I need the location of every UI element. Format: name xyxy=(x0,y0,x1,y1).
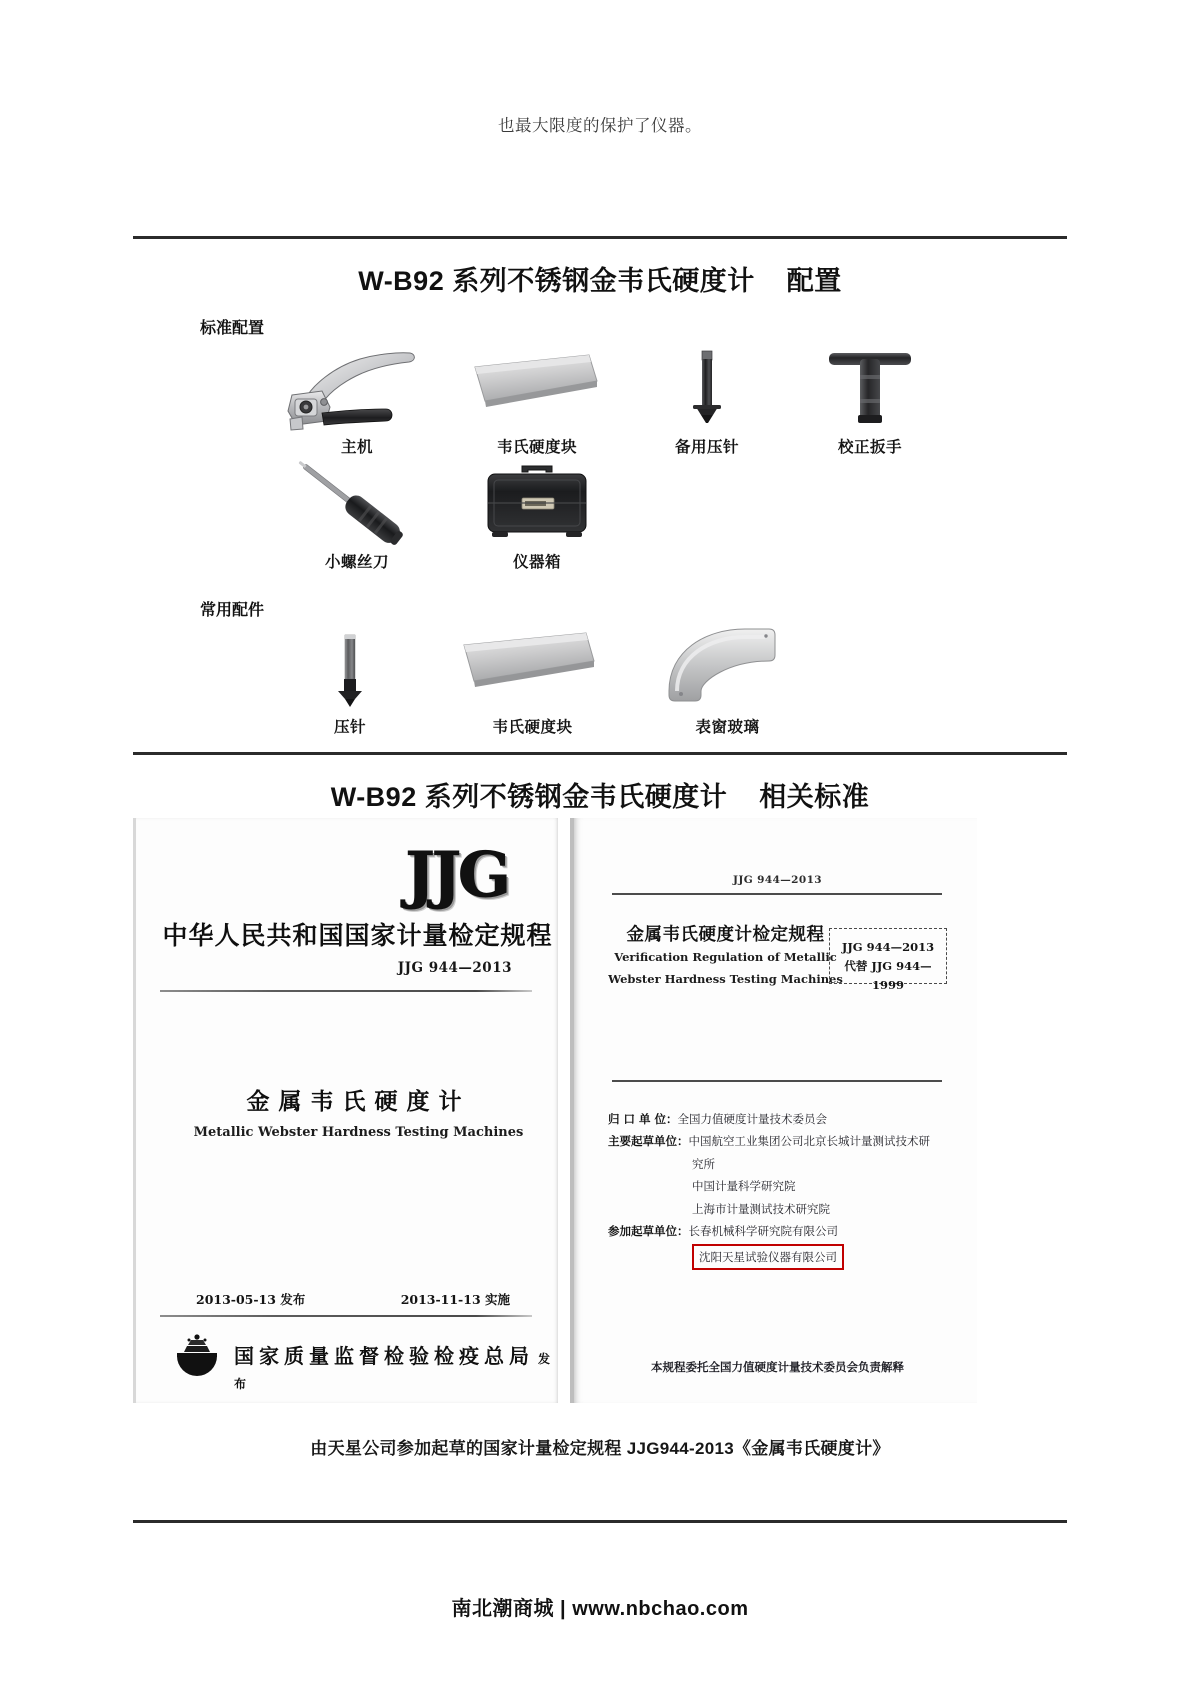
spare-indenter-icon xyxy=(632,345,782,431)
joint-drafter-row xyxy=(608,1220,948,1242)
cover-main-title-en: Metallic Webster Hardness Testing Machines xyxy=(193,1125,524,1140)
standard-code-stamp xyxy=(829,928,947,992)
product-item-instrument-case xyxy=(452,460,622,572)
cover-rule-top xyxy=(160,990,532,992)
drafter-institute-2: 中国计量科学研究院 xyxy=(692,1179,796,1194)
inner-footer-note: 本规程委托全国力值硬度计量技术委员会负责解释 xyxy=(651,1360,904,1374)
section-divider-top xyxy=(133,236,1067,239)
product-item-calibration-wrench xyxy=(790,345,950,457)
top-running-note: 也最大限度的保护了仪器。 xyxy=(498,116,702,135)
main-drafter-value: 中国航空工业集团公司北京长城计量测试技术研 xyxy=(688,1134,930,1149)
product-label: 主机 xyxy=(340,439,373,456)
inner-rule-top xyxy=(612,893,942,895)
jjg-logo: JJG xyxy=(405,838,508,911)
main-drafter-label: 主要起草单位： xyxy=(608,1134,689,1149)
inner-rule-bottom xyxy=(612,1080,942,1082)
inner-title-en-line2: Webster Hardness Testing Machines xyxy=(608,972,843,986)
indenter-icon xyxy=(275,625,425,711)
configuration-section-title: W-B92 系列不锈钢金韦氏硬度计 配置 xyxy=(358,266,842,296)
cover-main-title-cn: 金属韦氏硬度计 xyxy=(246,1088,471,1115)
product-item-screwdriver xyxy=(272,460,442,572)
jjg-inner-page xyxy=(570,818,977,1403)
standards-section-title: W-B92 系列不锈钢金韦氏硬度计 相关标准 xyxy=(330,782,870,812)
stamp-code-replaces: 代替 JJG 944—1999 xyxy=(844,958,932,992)
product-label: 小螺丝刀 xyxy=(324,554,389,571)
highlighted-drafter-company: 沈阳天星试验仪器有限公司 xyxy=(692,1244,844,1270)
section-divider-bottom xyxy=(133,1520,1067,1523)
inner-header-code: JJG 944—2013 xyxy=(733,874,822,886)
cover-issuer-name: 国家质量监督检验检疫总局 xyxy=(234,1344,534,1368)
drafter-institute-3: 上海市计量测试技术研究院 xyxy=(692,1201,830,1216)
product-label: 校正扳手 xyxy=(837,439,902,456)
cover-national-title: 中华人民共和国国家计量检定规程 xyxy=(162,921,553,950)
cover-standard-code: JJG 944—2013 xyxy=(397,960,512,976)
national-emblem-icon xyxy=(174,1330,220,1376)
accessory-item-indenter xyxy=(275,625,425,737)
hardness-block-icon xyxy=(445,625,620,711)
product-item-main-unit xyxy=(272,345,442,457)
main-drafter-value-cont: 究所 xyxy=(692,1156,715,1171)
accessory-item-dial-window-glass xyxy=(640,625,815,737)
stamp-code-current: JJG 944—2013 xyxy=(841,940,935,954)
dial-window-glass-icon xyxy=(640,625,815,711)
accessory-label: 表窗玻璃 xyxy=(695,719,760,736)
standards-document-images xyxy=(133,818,977,1403)
standard-configuration-label: 标准配置 xyxy=(200,320,265,337)
inner-title-cn: 金属韦氏硬度计检定规程 xyxy=(626,925,825,945)
product-item-spare-indenter xyxy=(632,345,782,457)
product-item-hardness-block xyxy=(452,345,622,457)
section-divider-middle xyxy=(133,752,1067,755)
screwdriver-icon xyxy=(272,460,442,546)
main-drafter-row xyxy=(608,1130,948,1152)
owner-value: 全国力值硬度计量技术委员会 xyxy=(677,1112,828,1126)
accessory-item-hardness-block xyxy=(445,625,620,737)
calibration-wrench-icon xyxy=(790,345,950,431)
product-label: 备用压针 xyxy=(674,439,739,456)
joint-drafter-label: 参加起草单位： xyxy=(608,1224,689,1239)
page-footer: 南北潮商城 | www.nbchao.com xyxy=(451,1598,749,1620)
document-gap xyxy=(558,818,570,1403)
owner-row xyxy=(608,1108,948,1130)
standards-caption: 由天星公司参加起草的国家计量检定规程 JJG944-2013《金属韦氏硬度计》 xyxy=(310,1439,890,1458)
hardness-block-icon xyxy=(452,345,622,431)
hardness-tester-icon xyxy=(272,345,442,431)
cover-effective-date: 2013-11-13 实施 xyxy=(400,1292,510,1307)
cover-issuer xyxy=(234,1340,558,1393)
common-accessories-label: 常用配件 xyxy=(200,602,265,619)
inner-title-en-line1: Verification Regulation of Metallic xyxy=(614,950,837,964)
cover-issue-date: 2013-05-13 发布 xyxy=(196,1292,306,1307)
accessory-label: 压针 xyxy=(333,719,366,736)
accessory-label: 韦氏硬度块 xyxy=(492,719,573,736)
cover-issuer-suffix: 发布 xyxy=(234,1352,552,1391)
product-label: 仪器箱 xyxy=(512,554,561,571)
product-label: 韦氏硬度块 xyxy=(496,439,577,456)
owner-label: 归 口 单 位： xyxy=(608,1112,678,1126)
inner-body-text xyxy=(608,1108,948,1270)
cover-rule-bottom xyxy=(160,1315,532,1317)
instrument-case-icon xyxy=(452,460,622,546)
joint-drafter-value: 长春机械科学研究院有限公司 xyxy=(688,1224,838,1239)
jjg-cover-page xyxy=(133,818,558,1403)
